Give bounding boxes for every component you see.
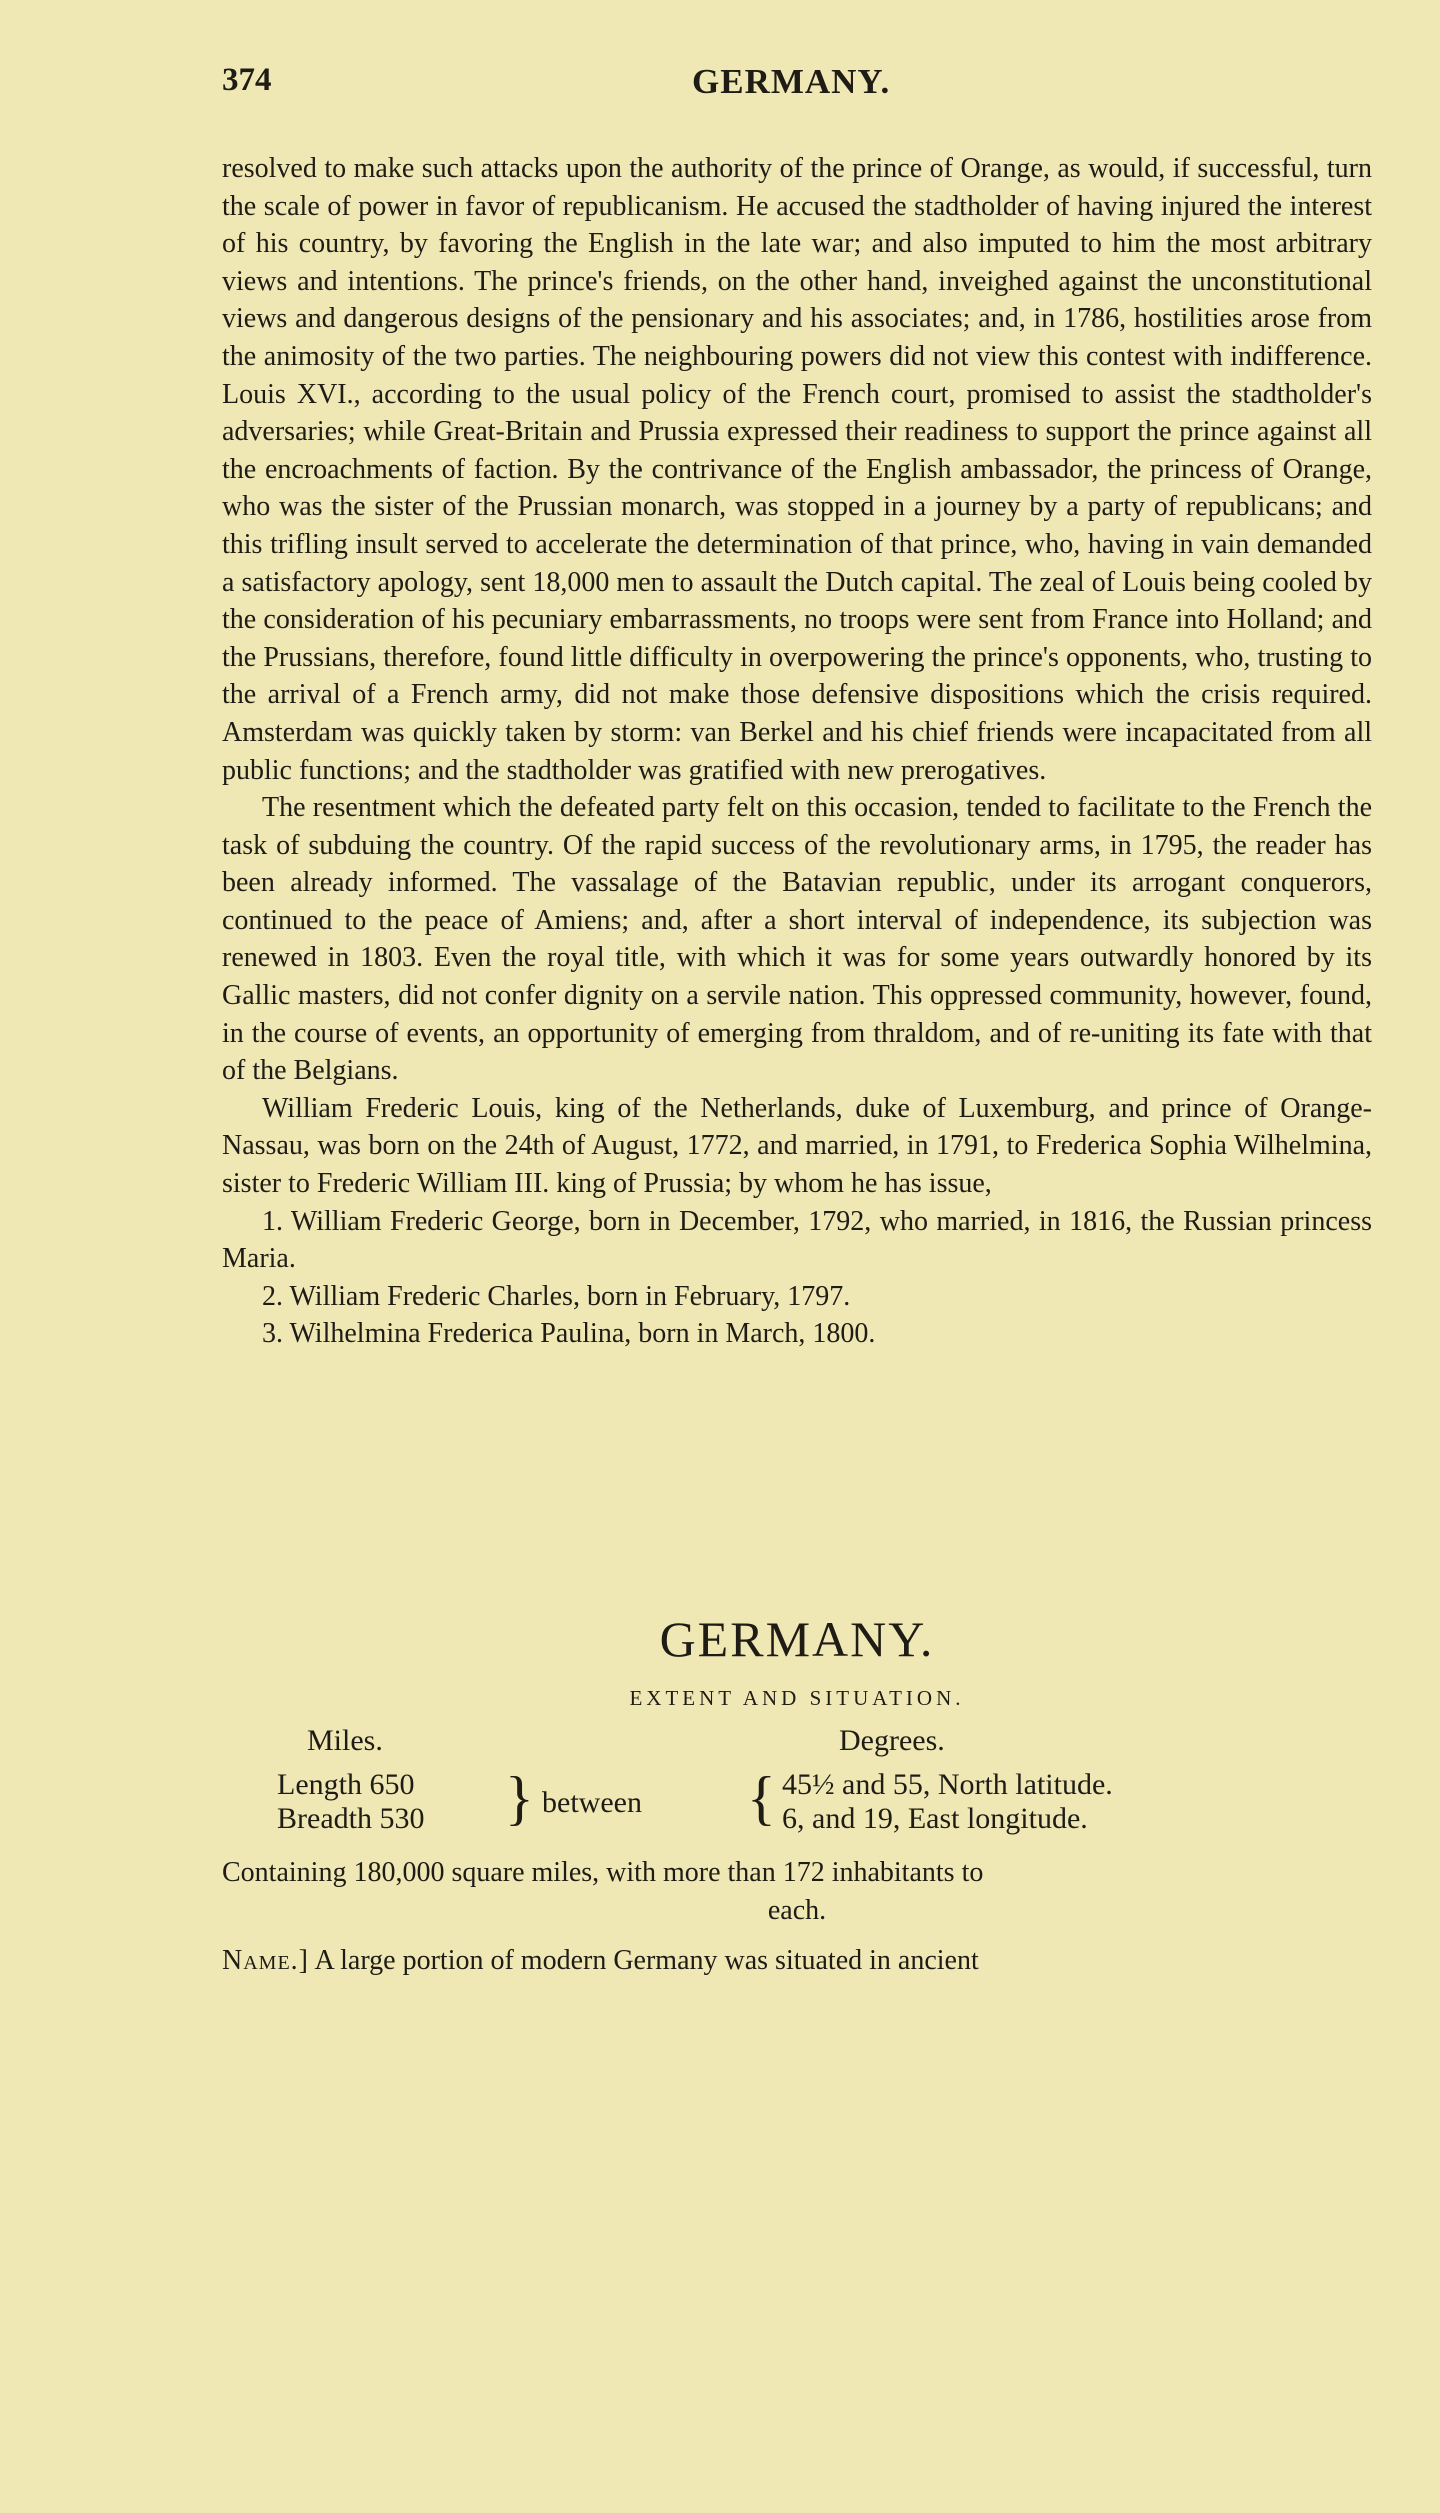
issue-item-2: 2. William Frederic Charles, born in February, 1797. (262, 1280, 851, 1312)
name-paragraph (222, 1942, 1372, 1980)
body-text (222, 150, 1372, 1353)
degrees-heading: Degrees. (839, 1724, 945, 1757)
paragraph-1: resolved to make such attacks upon the authority of the prince of Orange, as would, if successful, turn the scale of power in favor of republicanism. He accused the stadtholder of having injured the interest of his country, by favoring the English in the late war; and also imputed to him the most arbitrary views and intentions. The prince's friends, on the other hand, inveighed against the unconstitutional views and dangerous designs of the pensionary and his associates; and, in 1786, hostilities arose from the animosity of the two parties. The neighbouring powers did not view this contest with indifference. Louis XVI., according to the usual policy of the French court, promised to assist the stadtholder's adversaries; while Great-Britain and Prussia expressed their readiness to support the prince against all the encroachments of faction. By the contrivance of the English ambassador, the princess of Orange, who was the sister of the Prussian monarch, was stopped in a journey by a party of republicans; and this trifling insult served to accelerate the determination of that prince, who, having in vain demanded a satisfactory apology, sent 18,000 men to assault the Dutch capital. The zeal of Louis being cooled by the consideration of his pecuniary embarrassments, no troops were sent from France into Holland; and the Prussians, therefore, found little difficulty in overpowering the prince's opponents, who, trusting to the arrival of a French army, did not make those defensive dispositions which the crisis required. Amsterdam was quickly taken by storm: van Berkel and his chief friends were incapacitated from all public functions; and the stadtholder was gratified with new prerogatives. (222, 153, 1372, 786)
section-subtitle: EXTENT AND SITUATION. (629, 1686, 965, 1710)
name-text: A large portion of modern Germany was situated in ancient (309, 1945, 979, 1976)
running-title: GERMANY. (692, 62, 891, 101)
right-brace: { (747, 1765, 776, 1831)
between-label: between (542, 1786, 642, 1819)
germany-section (222, 1600, 1372, 1980)
name-label: Name.] (222, 1945, 309, 1976)
paragraph-3: William Frederic Louis, king of the Netherlands, duke of Luxemburg, and prince of Orange-Nassau, was born on the 24th of August, 1772, and married, in 1791, to Frederica Sophia Wilhelmina, sister to Frederic William III. king of Prussia; by whom he has issue, (222, 1092, 1372, 1200)
left-brace: } (505, 1765, 534, 1831)
paragraph-2: The resentment which the defeated party felt on this occasion, tended to facilitate to the French the task of subduing the country. Of the rapid success of the revolutionary arms, in 1795, the reader has been already informed. The vassalage of the Batavian republic, under its arrogant conquerors, continued to the peace of Amiens; and, after a short interval of independence, its subjection was renewed in 1803. Even the royal title, with which it was for some years outwardly honored by its Gallic masters, did not confer dignity on a servile nation. This oppressed community, however, found, in the course of events, an opportunity of emerging from thraldom, and of re-uniting its fate with that of the Belgians. (222, 792, 1372, 1087)
miles-heading: Miles. (307, 1724, 383, 1757)
issue-item-3: 3. Wilhelmina Frederica Paulina, born in March, 1800. (262, 1318, 876, 1350)
page-header (222, 62, 1372, 112)
page-number: 374 (222, 62, 272, 98)
section-title: GERMANY. (659, 1611, 935, 1667)
breadth-row: Breadth 530 (277, 1802, 425, 1835)
extent-table (222, 1718, 1372, 1848)
containing-continuation: each. (767, 1895, 827, 1926)
longitude-text: 6, and 19, East longitude. (782, 1802, 1088, 1835)
latitude-text: 45½ and 55, North latitude. (782, 1768, 1113, 1801)
issue-item-1: 1. William Frederic George, born in December, 1792, who married, in 1816, the Russian princess Maria. (222, 1205, 1372, 1275)
length-row: Length 650 (277, 1768, 415, 1801)
containing-text: Containing 180,000 square miles, with more than 172 inhabitants to (222, 1857, 984, 1888)
